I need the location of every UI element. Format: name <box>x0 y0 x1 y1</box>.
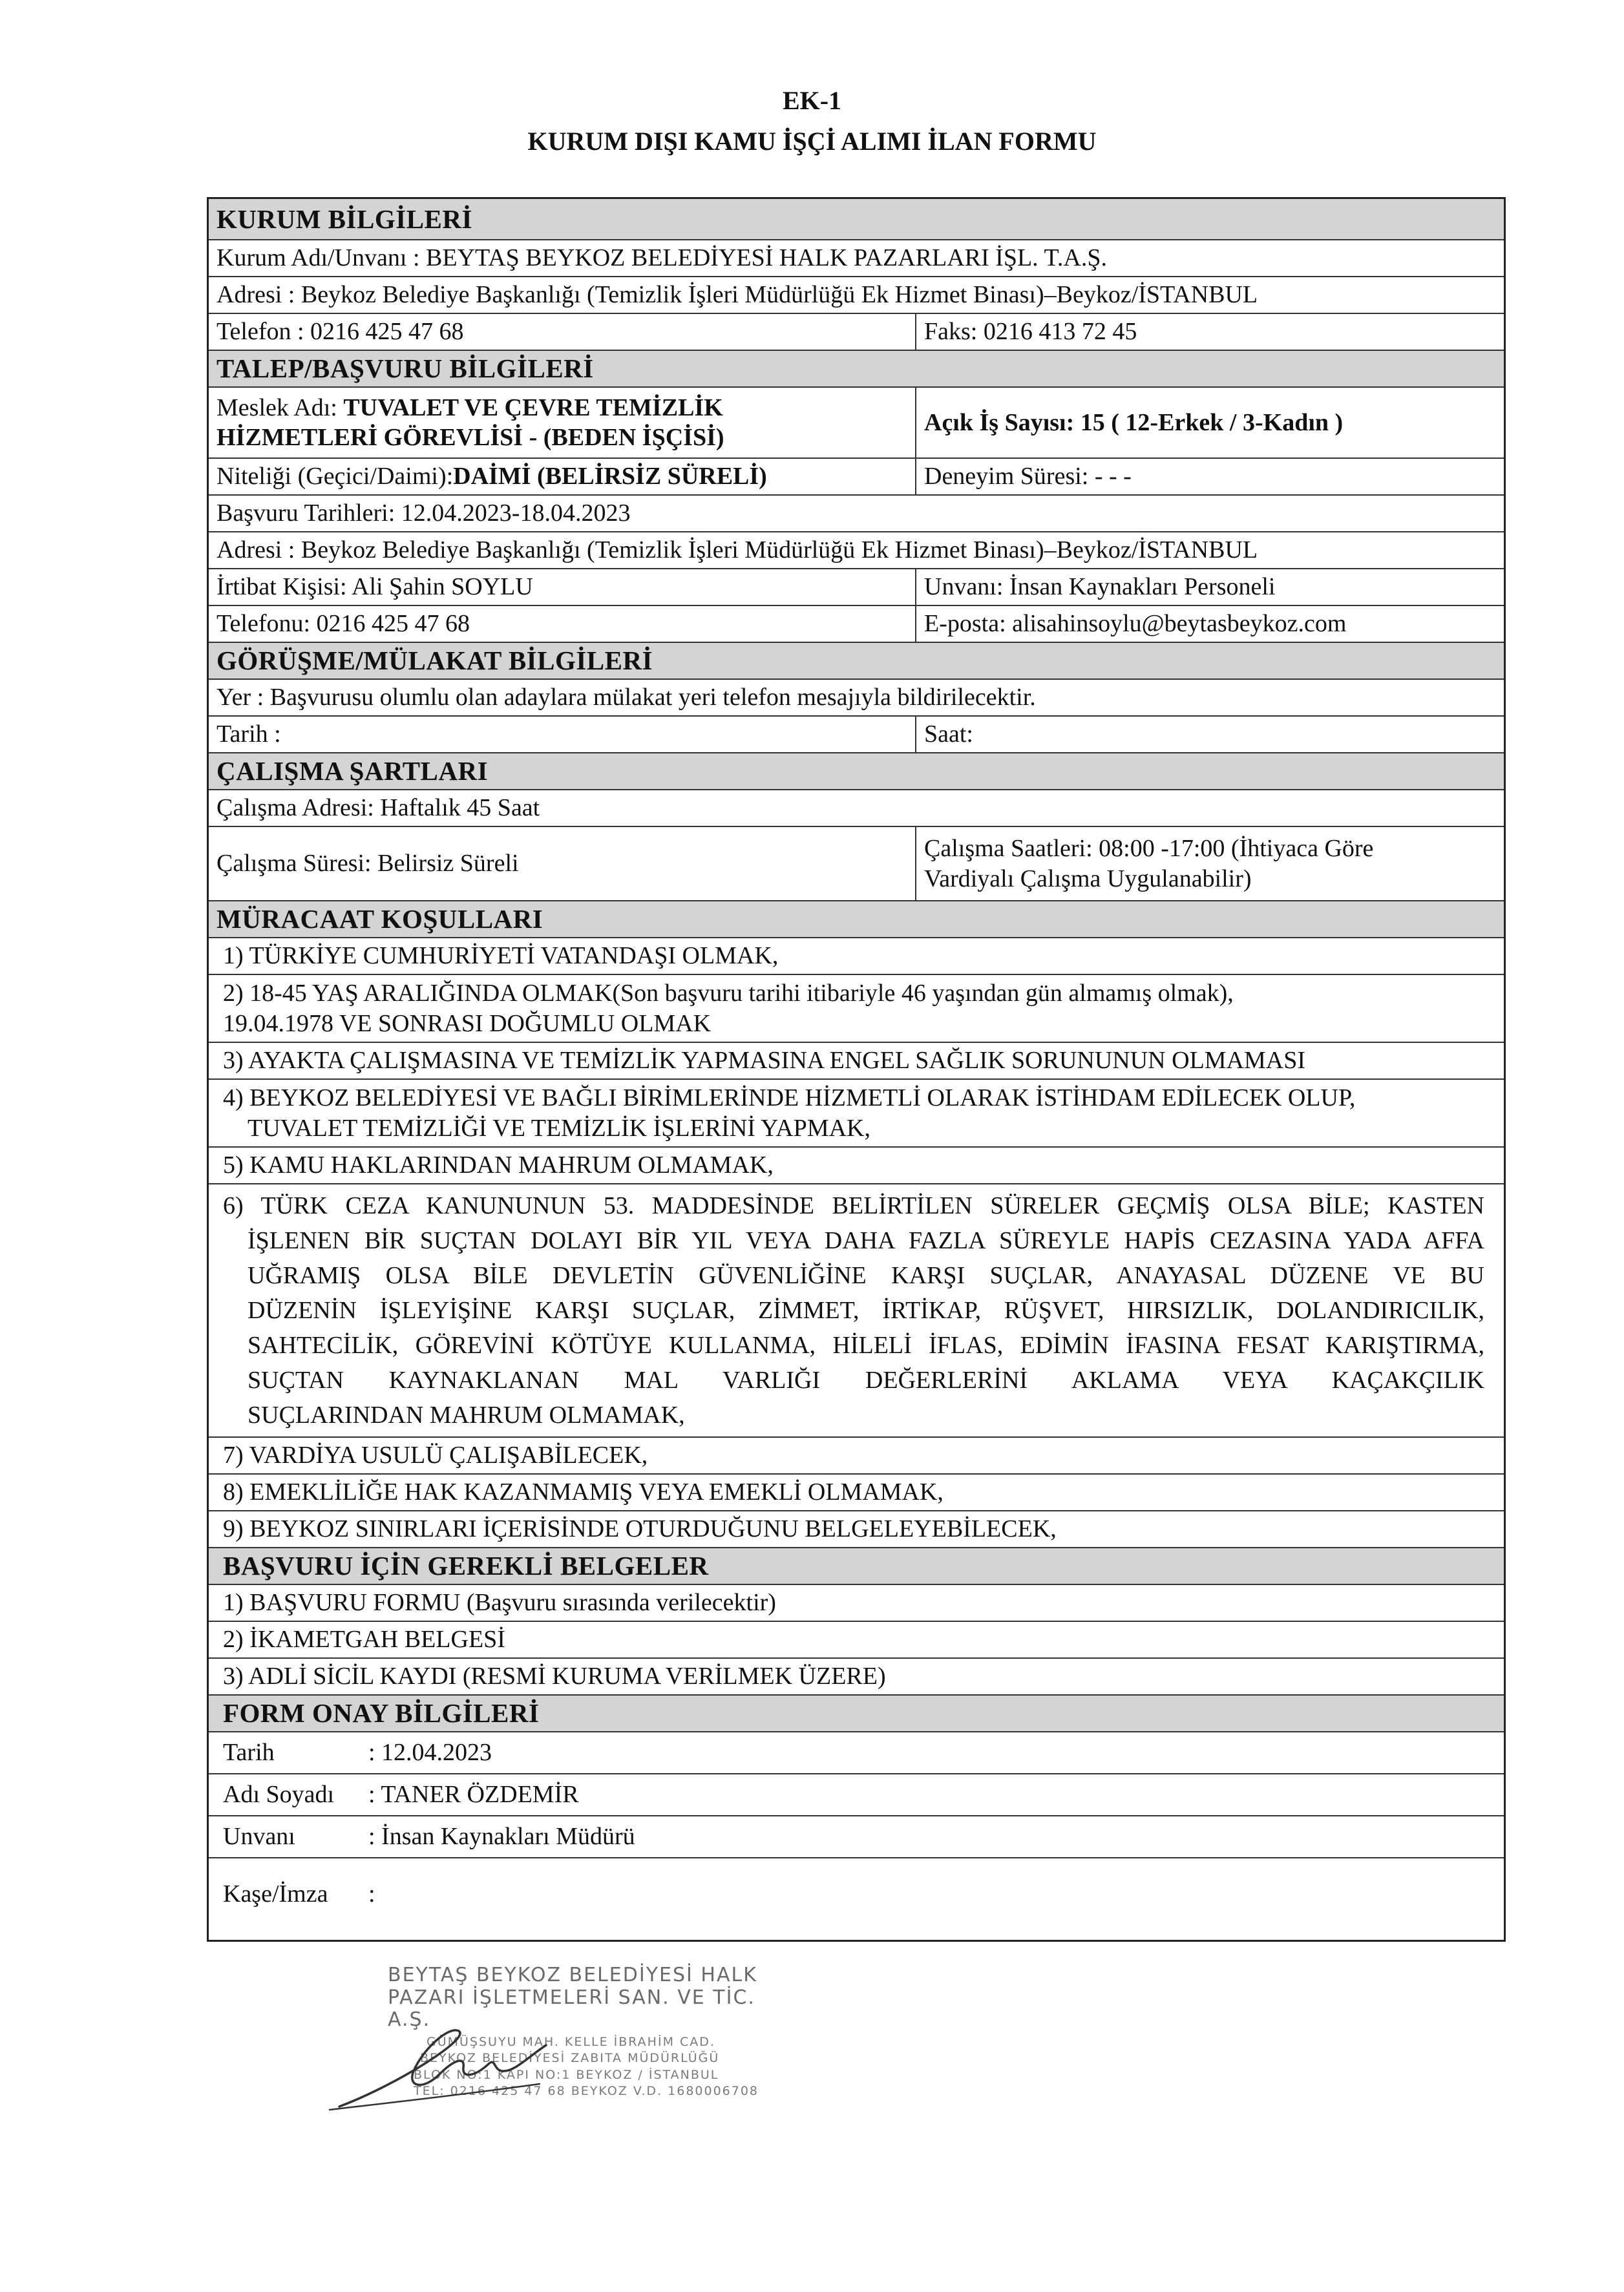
irtibat-kisisi: İrtibat Kişisi: Ali Şahin SOYLU <box>209 569 916 605</box>
section-title: FORM ONAY BİLGİLERİ <box>223 1698 540 1729</box>
onay-kase-cell <box>209 1858 1504 1929</box>
calisma-sure-row <box>209 826 1504 900</box>
section-title: KURUM BİLGİLERİ <box>216 204 472 234</box>
tarihler-row <box>209 494 1504 531</box>
kosul-8 <box>209 1473 1504 1510</box>
irtibat-unvan: Unvanı: İnsan Kaynakları Personeli <box>924 573 1276 601</box>
onay-unvan-label: Unvanı <box>223 1823 295 1851</box>
stamp-line-6: TEL: 0216 425 47 68 BEYKOZ V.D. 1680006708 <box>414 2084 759 2099</box>
kosul-3 <box>209 1042 1504 1078</box>
onay-tarih-value: : 12.04.2023 <box>368 1739 492 1767</box>
kosul-6-line-1: 6) TÜRK CEZA KANUNUNUN 53. MADDESİNDE BELİRTİLEN SÜRELER GEÇMİŞ OLSA BİLE; KASTEN <box>223 1192 1484 1219</box>
gorusme-saat: Saat: <box>924 720 973 748</box>
calisma-saatleri-2: Vardiyalı Çalışma Uygulanabilir) <box>924 865 1252 892</box>
kosul-4-cell <box>209 1080 1504 1146</box>
onay-tarih-row <box>209 1731 1504 1773</box>
section-talep <box>209 350 1504 386</box>
stamp-line-4: BEYKOZ BELEDİYESİ ZABITA MÜDÜRLÜĞÜ <box>420 2051 720 2066</box>
irtibat-iletisim-row <box>209 605 1504 642</box>
section-gorusme <box>209 642 1504 678</box>
kosul-6-line-3: UĞRAMIŞ OLSA BİLE DEVLETİN GÜVENLİĞİNE KARŞI SUÇLAR, ANAYASAL DÜZENE VE BU <box>248 1262 1484 1289</box>
onay-adi-row <box>209 1773 1504 1815</box>
kase-colon: : <box>368 1880 375 1908</box>
section-belgeler <box>209 1547 1504 1584</box>
kosul-4-line-1: 4) BEYKOZ BELEDİYESİ VE BAĞLI BİRİMLERİNDE HİZMETLİ OLARAK İSTİHDAM EDİLECEK OLUP, <box>223 1084 1356 1112</box>
acik-is-cell <box>916 388 1504 457</box>
calisma-adres-row <box>209 789 1504 826</box>
acik-is-detail: ( 12-Erkek / 3-Kadın ) <box>1104 408 1344 436</box>
gorusme-zaman-row <box>209 715 1504 752</box>
kurum-faks: Faks: 0216 413 72 45 <box>924 318 1137 346</box>
kosul-2-cell <box>209 975 1504 1042</box>
gorusme-yer: Yer : Başvurusu olumlu olan adaylara mülakat yeri telefon mesajıyla bildirilecektir. <box>216 684 1036 711</box>
stamp-line-1: BEYTAŞ BEYKOZ BELEDİYESİ HALK <box>388 1964 757 1986</box>
kosul-1 <box>209 937 1504 974</box>
signature-icon <box>326 2019 559 2116</box>
kosul-6-line-7: SUÇLARINDAN MAHRUM OLMAMAK, <box>248 1402 685 1429</box>
onay-unvan-cell <box>209 1816 1504 1857</box>
kosul-2 <box>209 974 1504 1042</box>
irtibat-row <box>209 568 1504 605</box>
kurum-telefon: Telefon : 0216 425 47 68 <box>209 314 916 350</box>
talep-adres: Adresi : Beykoz Belediye Başkanlığı (Temizlik İşleri Müdürlüğü Ek Hizmet Binası)–Beykoz/İSTANBUL <box>216 536 1258 564</box>
nitelik-label: Niteliği (Geçici/Daimi): <box>216 463 454 490</box>
document-code: EK-1 <box>782 86 842 115</box>
kosul-7-text: 7) VARDİYA USULÜ ÇALIŞABİLECEK, <box>223 1442 648 1469</box>
nitelik-value: DAİMİ (BELİRSİZ SÜRELİ) <box>453 463 767 490</box>
onay-kase-row <box>209 1857 1504 1940</box>
onay-adi-value: : TANER ÖZDEMİR <box>368 1781 579 1809</box>
onay-adi-label: Adı Soyadı <box>223 1781 335 1809</box>
irtibat-eposta: E-posta: alisahinsoylu@beytasbeykoz.com <box>924 610 1347 638</box>
section-muracaat <box>209 900 1504 937</box>
kosul-5 <box>209 1146 1504 1183</box>
belge-1-text: 1) BAŞVURU FORMU (Başvuru sırasında verilecektir) <box>223 1589 776 1617</box>
belge-3-text: 3) ADLİ SİCİL KAYDI (RESMİ KURUMA VERİLMEK ÜZERE) <box>223 1663 886 1690</box>
calisma-adresi: Çalışma Adresi: Haftalık 45 Saat <box>216 794 540 822</box>
calisma-saatleri <box>916 827 1504 900</box>
section-onay <box>209 1694 1504 1731</box>
meslek-row <box>209 386 1504 457</box>
kosul-3-text: 3) AYAKTA ÇALIŞMASINA VE TEMİZLİK YAPMASINA ENGEL SAĞLIK SORUNUNUN OLMAMASI <box>223 1047 1306 1075</box>
kurum-adi-row <box>209 239 1504 276</box>
section-title: MÜRACAAT KOŞULLARI <box>216 904 543 934</box>
kosul-4 <box>209 1078 1504 1146</box>
section-title: TALEP/BAŞVURU BİLGİLERİ <box>216 353 594 384</box>
deneyim: Deneyim Süresi: - - - <box>924 463 1132 490</box>
nitelik-cell <box>209 459 916 494</box>
kosul-6-line-4: DÜZENİN İŞLEYİŞİNE KARŞI SUÇLAR, ZİMMET, İRTİKAP, RÜŞVET, HIRSIZLIK, DOLANDIRICILIK, <box>248 1297 1484 1324</box>
onay-tarih-cell <box>209 1732 1504 1773</box>
belge-1 <box>209 1584 1504 1621</box>
calisma-suresi: Çalışma Süresi: Belirsiz Süreli <box>209 827 916 900</box>
section-title: BAŞVURU İÇİN GEREKLİ BELGELER <box>223 1551 709 1581</box>
acik-is-label: Açık İş Sayısı: 15 <box>924 408 1105 436</box>
nitelik-row <box>209 457 1504 494</box>
document-title: KURUM DIŞI KAMU İŞÇİ ALIMI İLAN FORMU <box>527 127 1097 156</box>
section-title: ÇALIŞMA ŞARTLARI <box>216 756 489 786</box>
kurum-adres-row <box>209 276 1504 313</box>
meslek-label: Meslek Adı: <box>216 394 344 421</box>
meslek-value-2: HİZMETLERİ GÖREVLİSİ - (BEDEN İŞÇİSİ) <box>216 424 724 451</box>
calisma-saatleri-1: Çalışma Saatleri: 08:00 -17:00 (İhtiyaca Göre <box>924 835 1374 863</box>
kurum-adres: Adresi : Beykoz Belediye Başkanlığı (Temizlik İşleri Müdürlüğü Ek Hizmet Binası)–Beykoz/İSTANBUL <box>216 281 1258 309</box>
section-kurum <box>209 199 1504 239</box>
kosul-6-cell <box>209 1184 1504 1436</box>
gorusme-yer-row <box>209 678 1504 715</box>
onay-unvan-row <box>209 1815 1504 1857</box>
meslek-cell <box>209 388 916 457</box>
kosul-7 <box>209 1436 1504 1473</box>
stamp-line-3: GÜMÜŞSUYU MAH. KELLE İBRAHİM CAD. <box>427 2034 715 2049</box>
kosul-6 <box>209 1183 1504 1436</box>
basvuru-tarihleri: Başvuru Tarihleri: 12.04.2023-18.04.2023 <box>216 499 631 527</box>
kosul-6-line-2: İŞLENEN BİR SUÇTAN DOLAYI BİR YIL VEYA DAHA FAZLA SÜREYLE HAPİS CEZASINA YADA AFFA <box>248 1227 1484 1254</box>
talep-adres-row <box>209 531 1504 568</box>
kosul-6-line-6: SUÇTAN KAYNAKLANAN MAL VARLIĞI DEĞERLERİNİ AKLAMA VEYA KAÇAKÇILIK <box>248 1367 1484 1394</box>
kosul-1-text: 1) TÜRKİYE CUMHURİYETİ VATANDAŞI OLMAK, <box>223 942 779 970</box>
kosul-9-text: 9) BEYKOZ SINIRLARI İÇERİSİNDE OTURDUĞUNU BELGELEYEBİLECEK, <box>223 1515 1057 1543</box>
kosul-5-text: 5) KAMU HAKLARINDAN MAHRUM OLMAMAK, <box>223 1151 774 1179</box>
meslek-value-1: TUVALET VE ÇEVRE TEMİZLİK <box>343 394 723 421</box>
onay-tarih-label: Tarih <box>223 1739 275 1767</box>
belge-3 <box>209 1657 1504 1694</box>
onay-unvan-value: : İnsan Kaynakları Müdürü <box>368 1823 635 1851</box>
kosul-4-line-2: TUVALET TEMİZLİĞİ VE TEMİZLİK İŞLERİNİ YAPMAK, <box>248 1114 870 1142</box>
section-title: GÖRÜŞME/MÜLAKAT BİLGİLERİ <box>216 646 653 676</box>
stamp-line-5: BLOK NO:1 KAPI NO:1 BEYKOZ / İSTANBUL <box>414 2067 719 2082</box>
belge-2-text: 2) İKAMETGAH BELGESİ <box>223 1626 505 1654</box>
irtibat-telefon: Telefonu: 0216 425 47 68 <box>209 606 916 642</box>
section-calisma <box>209 752 1504 789</box>
onay-adi-cell <box>209 1774 1504 1815</box>
kosul-2-line-1: 2) 18-45 YAŞ ARALIĞINDA OLMAK(Son başvuru tarihi itibariyle 46 yaşından gün almamış olmak), <box>223 980 1234 1007</box>
gorusme-tarih: Tarih : <box>209 717 916 752</box>
stamp-line-2: PAZARI İŞLETMELERİ SAN. VE TİC. A.Ş. <box>388 1986 755 2031</box>
kurum-adi: Kurum Adı/Unvanı : BEYTAŞ BEYKOZ BELEDİYESİ HALK PAZARLARI İŞL. T.A.Ş. <box>216 244 1107 272</box>
kurum-iletisim-row <box>209 313 1504 350</box>
kosul-2-line-2: 19.04.1978 VE SONRASI DOĞUMLU OLMAK <box>223 1009 712 1037</box>
kosul-9 <box>209 1510 1504 1547</box>
kase-label: Kaşe/İmza <box>223 1880 328 1908</box>
kosul-6-line-5: SAHTECİLİK, GÖREVİNİ KÖTÜYE KULLANMA, HİLELİ İFLAS, EDİMİN İFASINA FESAT KARIŞTIRMA, <box>248 1332 1484 1359</box>
kosul-8-text: 8) EMEKLİLİĞE HAK KAZANMAMIŞ VEYA EMEKLİ OLMAMAK, <box>223 1478 944 1506</box>
belge-2 <box>209 1621 1504 1657</box>
announcement-form <box>207 197 1506 1942</box>
